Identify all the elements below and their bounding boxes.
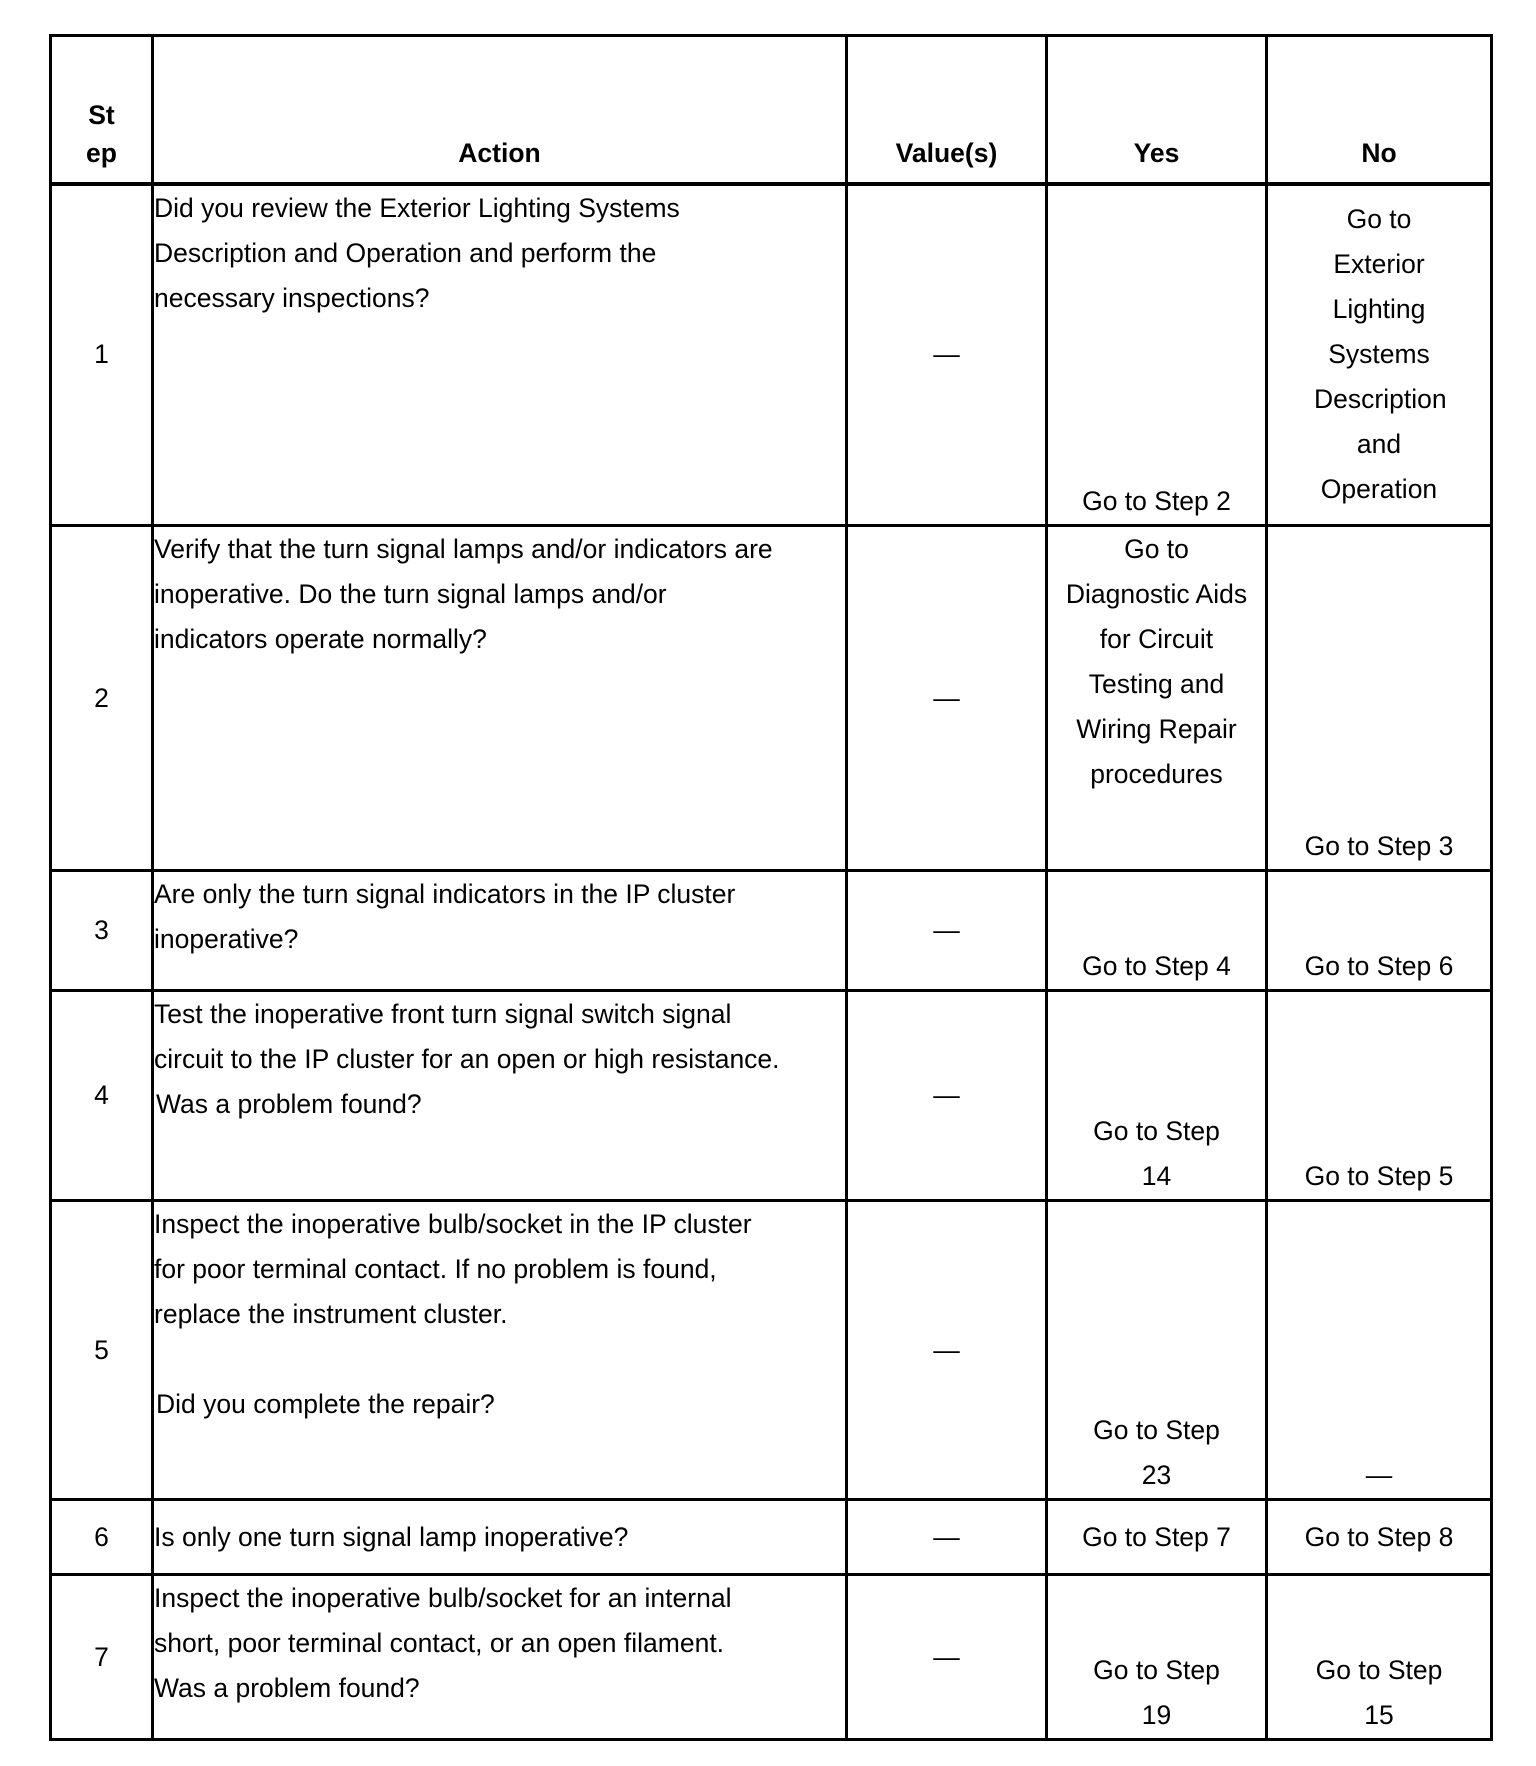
step-number: 7 bbox=[51, 1575, 153, 1740]
value-cell: — bbox=[847, 1201, 1047, 1500]
yes-cell-text: Go to Step 23 bbox=[1093, 1415, 1220, 1490]
yes-cell: Go to Step 7 bbox=[1047, 1500, 1267, 1575]
action-cell bbox=[153, 871, 847, 991]
step-number: 3 bbox=[51, 871, 153, 991]
action-question: Was a problem found? bbox=[156, 1089, 422, 1119]
table-row bbox=[51, 184, 1492, 526]
action-text: Test the inoperative front turn signal switch signal circuit to the IP cluster for an open or high resistance. bbox=[154, 999, 780, 1074]
diagnostic-table bbox=[49, 34, 1493, 1741]
header-no: No bbox=[1267, 36, 1492, 184]
step-number: 4 bbox=[51, 991, 153, 1201]
action-cell bbox=[153, 184, 847, 526]
value-cell: — bbox=[847, 871, 1047, 991]
step-number: 5 bbox=[51, 1201, 153, 1500]
no-cell: Go to Step 8 bbox=[1267, 1500, 1492, 1575]
table-row bbox=[51, 871, 1492, 991]
action-text: Are only the turn signal indicators in the IP cluster inoperative? bbox=[154, 879, 736, 954]
no-cell-text: Go to Exterior Lighting Systems Description and Operation bbox=[1314, 204, 1447, 505]
yes-cell bbox=[1047, 526, 1267, 871]
yes-cell bbox=[1047, 1575, 1267, 1740]
action-cell bbox=[153, 1500, 847, 1575]
action-text: Verify that the turn signal lamps and/or indicators are inoperative. Do the turn signal lamps and/or indicators operate normally? bbox=[154, 534, 773, 654]
no-cell: Go to Step 3 bbox=[1267, 526, 1492, 871]
value-cell: — bbox=[847, 1500, 1047, 1575]
step-number: 1 bbox=[51, 184, 153, 526]
value-cell: — bbox=[847, 184, 1047, 526]
action-cell bbox=[153, 526, 847, 871]
no-cell bbox=[1267, 1575, 1492, 1740]
action-text: Is only one turn signal lamp inoperative? bbox=[154, 1521, 629, 1552]
action-question: Did you complete the repair? bbox=[156, 1389, 495, 1419]
action-text: Inspect the inoperative bulb/socket for an internal short, poor terminal contact, or an open filament. bbox=[154, 1583, 732, 1658]
table-row bbox=[51, 1500, 1492, 1575]
no-cell: — bbox=[1267, 1201, 1492, 1500]
header-yes: Yes bbox=[1047, 36, 1267, 184]
table-row bbox=[51, 991, 1492, 1201]
yes-cell-text: Go to Step 19 bbox=[1093, 1655, 1220, 1730]
action-cell bbox=[153, 1575, 847, 1740]
yes-cell: Go to Step 2 bbox=[1047, 184, 1267, 526]
table-row bbox=[51, 1201, 1492, 1500]
step-number: 6 bbox=[51, 1500, 153, 1575]
no-cell bbox=[1267, 184, 1492, 526]
table-row bbox=[51, 1575, 1492, 1740]
header-row bbox=[51, 36, 1492, 184]
step-number: 2 bbox=[51, 526, 153, 871]
no-cell: Go to Step 5 bbox=[1267, 991, 1492, 1201]
yes-cell bbox=[1047, 1201, 1267, 1500]
action-question: Was a problem found? bbox=[154, 1673, 420, 1703]
value-cell: — bbox=[847, 991, 1047, 1201]
yes-cell-text: Go to Step 14 bbox=[1093, 1116, 1220, 1191]
value-cell: — bbox=[847, 1575, 1047, 1740]
yes-cell-text: Go to Diagnostic Aids for Circuit Testing and Wiring Repair procedures bbox=[1065, 534, 1248, 789]
yes-cell bbox=[1047, 991, 1267, 1201]
value-cell: — bbox=[847, 526, 1047, 871]
action-text: Did you review the Exterior Lighting Systems Description and Operation and perform the necessary inspections? bbox=[154, 192, 680, 313]
no-cell: Go to Step 6 bbox=[1267, 871, 1492, 991]
header-values: Value(s) bbox=[847, 36, 1047, 184]
action-text: Inspect the inoperative bulb/socket in the IP cluster for poor terminal contact. If no problem is found, replace the instrument cluster. bbox=[154, 1209, 752, 1329]
action-cell bbox=[153, 991, 847, 1201]
action-cell bbox=[153, 1201, 847, 1500]
yes-cell: Go to Step 4 bbox=[1047, 871, 1267, 991]
header-action: Action bbox=[153, 36, 847, 184]
no-cell-text: Go to Step 15 bbox=[1315, 1655, 1443, 1730]
header-step-part1: St ep bbox=[86, 99, 117, 168]
table-row bbox=[51, 526, 1492, 871]
header-step bbox=[51, 36, 153, 184]
